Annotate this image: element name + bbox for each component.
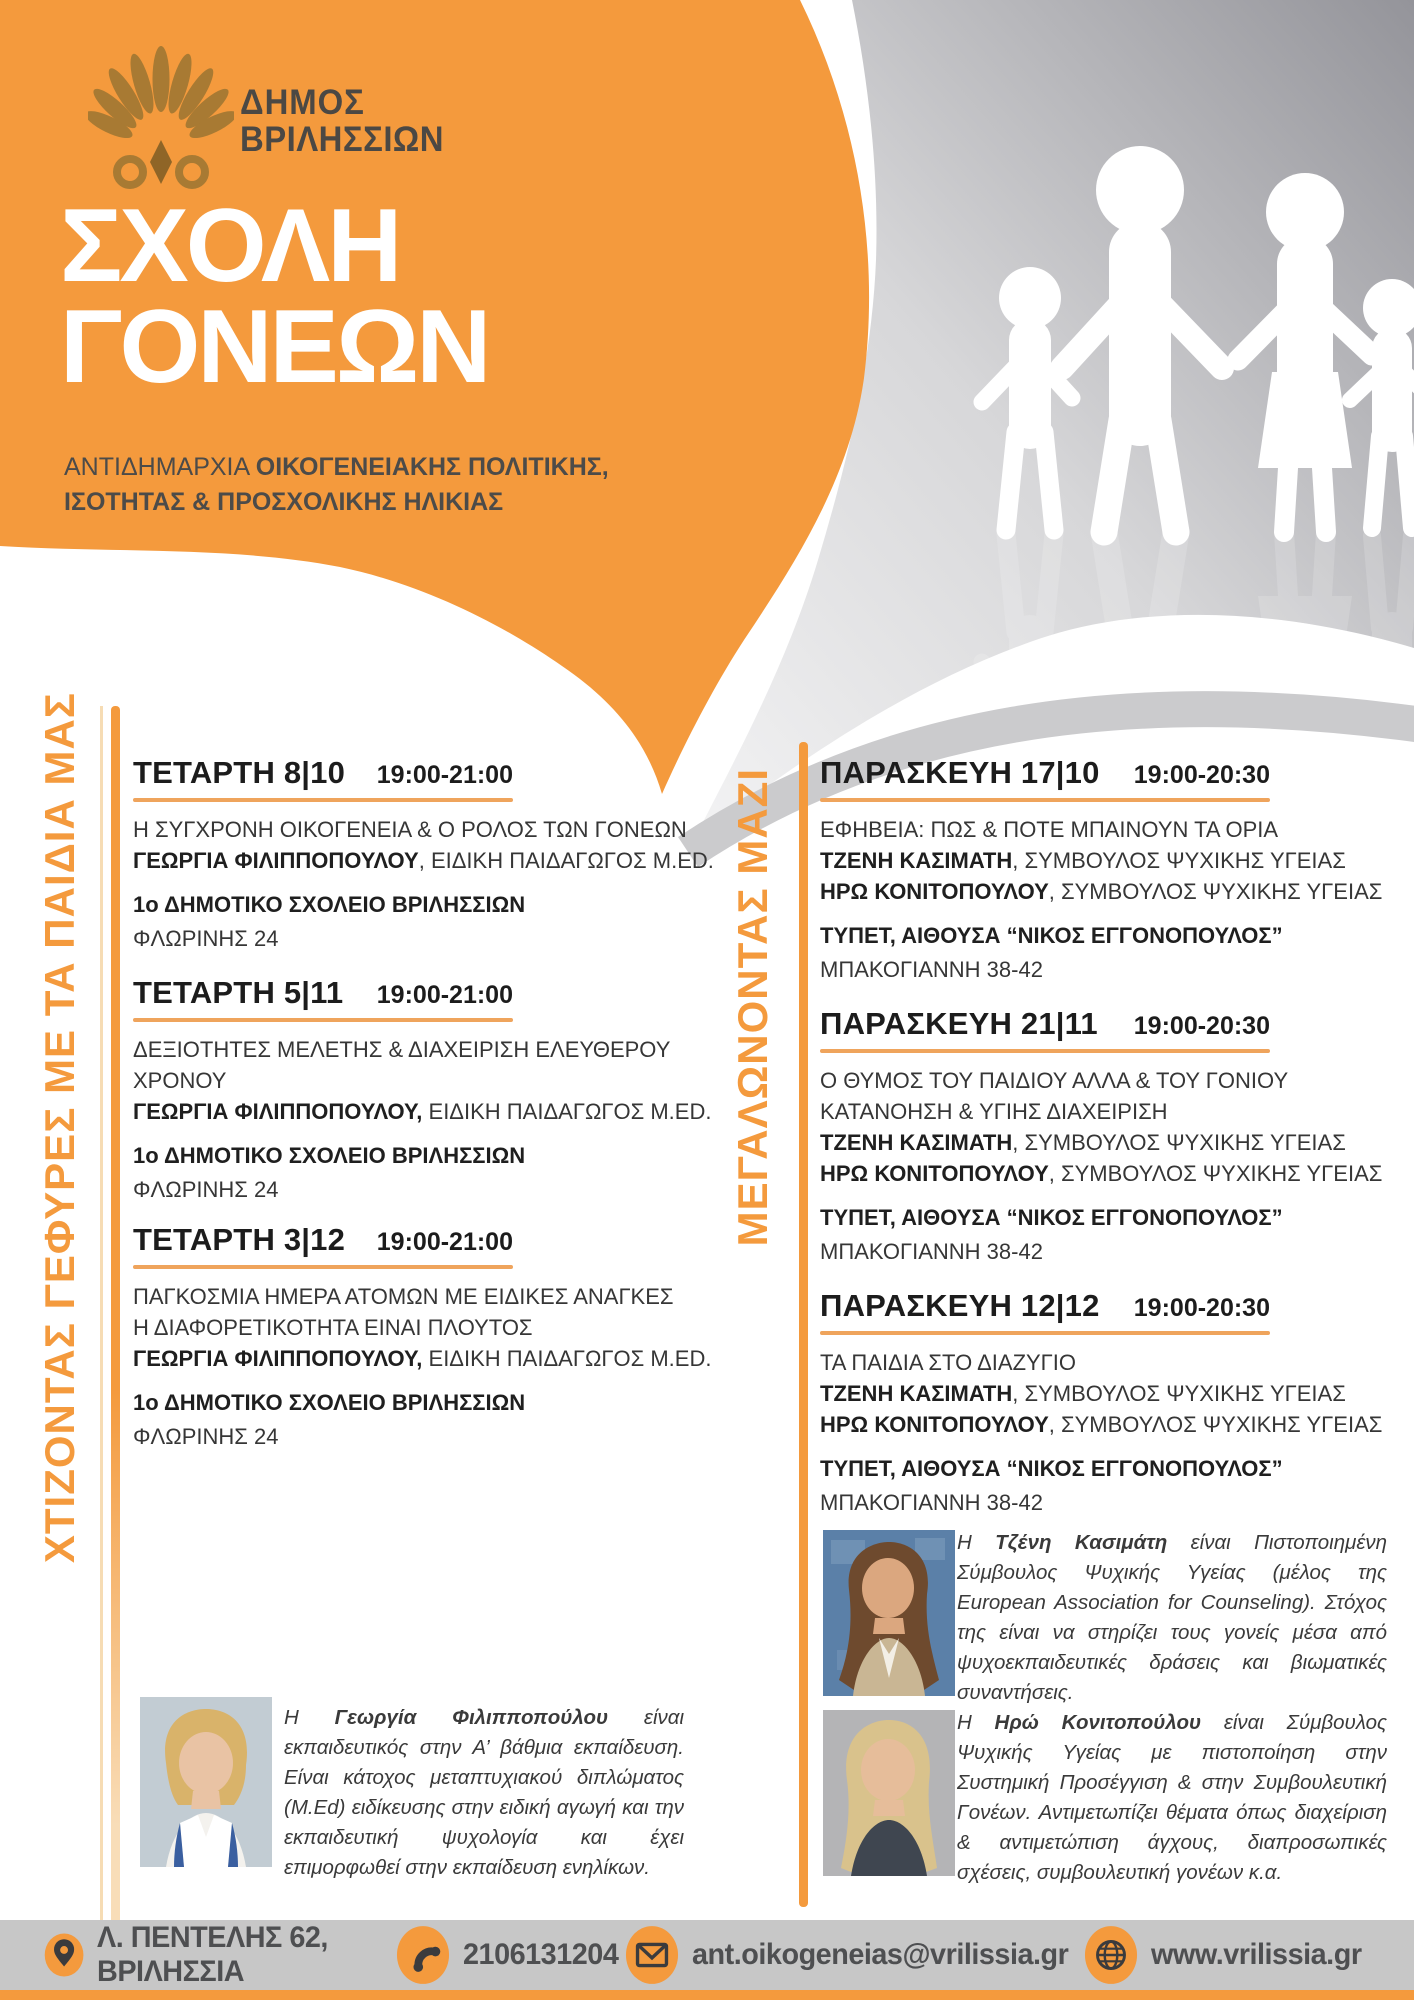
orange-underline (820, 1049, 1270, 1053)
left-column-rule (111, 706, 120, 1950)
contact-website: www.vrilissia.gr (1084, 1925, 1370, 1985)
municipality-name-line2: ΒΡΙΛΗΣΣΙΩΝ (240, 120, 445, 160)
location-pin-icon (44, 1925, 84, 1985)
event-time: 19:00-20:30 (1133, 1294, 1270, 1322)
event-address: ΦΛΩΡΙΝΗΣ 24 (133, 1177, 279, 1202)
event-day: ΤΕΤΑΡΤΗ 8|10 (133, 755, 346, 790)
event-speaker: ΗΡΩ ΚΟΝΙΤΟΠΟΥΛΟΥ, ΣΥΜΒΟΥΛΟΣ ΨΥΧΙΚΗΣ ΥΓΕΙΑΣ (820, 1412, 1383, 1437)
municipality-name (240, 84, 444, 158)
event-time: 19:00-20:30 (1133, 1012, 1270, 1040)
bio-filippopoulou: Η Γεωργία Φιλιπποπούλου είναι εκπαιδευτικός στην Α’ βάθμια εκπαίδευση. Είναι κάτοχος μεταπτυχιακού διπλώματος (M.Ed) ειδίκευσης στην ειδική αγωγή και την εκπαιδευτική ψυχολογία και έχει επιμορφωθεί στην εκπαίδευση ενηλίκων. (284, 1706, 684, 1879)
event-speaker: ΓΕΩΡΓΙΑ ΦΙΛΙΠΠΟΠΟΥΛΟΥ, ΕΙΔΙΚΗ ΠΑΙΔΑΓΩΓΟΣ M.ED. (133, 848, 714, 873)
orange-underline (133, 798, 513, 802)
event-fri-17-10 (820, 755, 1400, 985)
event-speaker: ΗΡΩ ΚΟΝΙΤΟΠΟΥΛΟΥ, ΣΥΜΒΟΥΛΟΣ ΨΥΧΙΚΗΣ ΥΓΕΙΑΣ (820, 879, 1383, 904)
track-label-right: ΜΕΓΑΛΩΝΟΝΤΑΣ ΜΑΖΙ (729, 768, 776, 1247)
left-thin-rule (100, 706, 103, 1950)
event-day: ΤΕΤΑΡΤΗ 5|11 (133, 975, 344, 1010)
event-topic-line2: ΚΑΤΑΝΟΗΣΗ & ΥΓΙΗΣ ΔΙΑΧΕΙΡΙΣΗ (820, 1099, 1168, 1124)
poster-title-line2: ΓΟΝΕΩΝ (60, 288, 489, 405)
municipality-name-line1: ΔΗΜΟΣ (240, 83, 365, 122)
contact-phone: 2106131204 (396, 1925, 625, 1985)
contact-address: Λ. ΠΕΝΤΕΛΗΣ 62, ΒΡΙΛΗΣΣΙΑ (44, 1921, 396, 1989)
event-address: ΦΛΩΡΙΝΗΣ 24 (133, 926, 279, 951)
subtitle-bold-line1: ΟΙΚΟΓΕΝΕΙΑΚΗΣ ΠΟΛΙΤΙΚΗΣ, (255, 453, 609, 481)
bio-name: Τζένη Κασιμάτη (995, 1531, 1168, 1554)
contact-bar (0, 1920, 1414, 1990)
event-venue: ΤΥΠΕΤ, ΑΙΘΟΥΣΑ “ΝΙΚΟΣ ΕΓΓΟΝΟΠΟΥΛΟΣ” (820, 1456, 1283, 1481)
event-address: ΜΠΑΚΟΓΙΑΝΝΗ 38-42 (820, 957, 1043, 982)
event-day: ΤΕΤΑΡΤΗ 3|12 (133, 1222, 346, 1257)
event-speaker: ΤΖΕΝΗ ΚΑΣΙΜΑΤΗ, ΣΥΜΒΟΥΛΟΣ ΨΥΧΙΚΗΣ ΥΓΕΙΑΣ (820, 1130, 1346, 1155)
subtitle-regular: ΑΝΤΙΔΗΜΑΡΧΙΑ (64, 453, 256, 481)
event-topic: ΤΑ ΠΑΙΔΙΑ ΣΤΟ ΔΙΑΖΥΓΙΟ (820, 1350, 1077, 1375)
event-address: ΦΛΩΡΙΝΗΣ 24 (133, 1424, 279, 1449)
event-time: 19:00-21:00 (376, 981, 513, 1009)
portrait-filippopoulou (140, 1697, 272, 1867)
event-day: ΠΑΡΑΣΚΕΥΗ 17|10 (820, 755, 1100, 790)
event-wed-3-12 (133, 1222, 733, 1452)
event-fri-21-11 (820, 1006, 1400, 1267)
poster-title-line1: ΣΧΟΛΗ (60, 188, 400, 304)
event-speaker: ΓΕΩΡΓΙΑ ΦΙΛΙΠΠΟΠΟΥΛΟΥ, ΕΙΔΙΚΗ ΠΑΙΔΑΓΩΓΟΣ M.ED. (133, 1099, 712, 1124)
event-day: ΠΑΡΑΣΚΕΥΗ 21|11 (820, 1006, 1098, 1041)
event-speaker: ΗΡΩ ΚΟΝΙΤΟΠΟΥΛΟΥ, ΣΥΜΒΟΥΛΟΣ ΨΥΧΙΚΗΣ ΥΓΕΙΑΣ (820, 1161, 1383, 1186)
event-topic: Ο ΘΥΜΟΣ ΤΟΥ ΠΑΙΔΙΟΥ ΑΛΛΑ & ΤΟΥ ΓΟΝΙΟΥ (820, 1068, 1289, 1093)
event-wed-8-10 (133, 755, 733, 954)
bio-kasimati: Η Τζένη Κασιμάτη είναι Πιστοποιημένη Σύμβουλος Ψυχικής Υγείας (μέλος της European Association for Counseling). Στόχος της είναι να στηρίζει τους γονείς μέσα από ψυχοεκπαιδευτικές δράσεις και βιωματικές συναντήσεις. (957, 1531, 1387, 1704)
globe-icon (1084, 1925, 1138, 1985)
portrait-kasimati (823, 1530, 955, 1696)
event-topic-line2: ΧΡΟΝΟΥ (133, 1068, 227, 1093)
bio-konitopoulou: Η Ηρώ Κονιτοπούλου είναι Σύμβουλος Ψυχικής Υγείας με πιστοποίηση στην Συστημική Προσέγγιση & στην Συμβουλευτική Γονέων. Αντιμετωπίζει θέματα όπως διαχείριση & αντιμετώπιση άγχους, διαπροσωπικές σχέσεις, συμβουλευτική γονέων κ.α. (957, 1711, 1387, 1884)
contact-email: ant.oikogeneias@vrilissia.gr (625, 1925, 1084, 1985)
event-topic: ΔΕΞΙΟΤΗΤΕΣ ΜΕΛΕΤΗΣ & ΔΙΑΧΕΙΡΙΣΗ ΕΛΕΥΘΕΡΟΥ (133, 1037, 671, 1062)
event-topic: ΠΑΓΚΟΣΜΙΑ ΗΜΕΡΑ ΑΤΟΜΩΝ ΜΕ ΕΙΔΙΚΕΣ ΑΝΑΓΚΕΣ (133, 1284, 674, 1309)
event-venue: ΤΥΠΕΤ, ΑΙΘΟΥΣΑ “ΝΙΚΟΣ ΕΓΓΟΝΟΠΟΥΛΟΣ” (820, 923, 1283, 948)
event-venue: ΤΥΠΕΤ, ΑΙΘΟΥΣΑ “ΝΙΚΟΣ ΕΓΓΟΝΟΠΟΥΛΟΣ” (820, 1205, 1283, 1230)
orange-underline (820, 798, 1270, 802)
event-speaker: ΤΖΕΝΗ ΚΑΣΙΜΑΤΗ, ΣΥΜΒΟΥΛΟΣ ΨΥΧΙΚΗΣ ΥΓΕΙΑΣ (820, 1381, 1346, 1406)
poster-title (60, 188, 489, 405)
event-time: 19:00-21:00 (376, 761, 513, 789)
orange-underline (133, 1265, 513, 1269)
event-time: 19:00-21:00 (376, 1228, 513, 1256)
envelope-icon (625, 1925, 679, 1985)
bio-name: Ηρώ Κονιτοπούλου (994, 1711, 1202, 1734)
event-time: 19:00-20:30 (1133, 761, 1270, 789)
phone-icon (396, 1925, 450, 1985)
event-wed-5-11 (133, 975, 733, 1205)
event-address: ΜΠΑΚΟΓΙΑΝΝΗ 38-42 (820, 1239, 1043, 1264)
orange-underline (820, 1331, 1270, 1335)
event-topic: Η ΣΥΓΧΡΟΝΗ ΟΙΚΟΓΕΝΕΙΑ & Ο ΡΟΛΟΣ ΤΩΝ ΓΟΝΕΩΝ (133, 817, 687, 842)
event-speaker: ΤΖΕΝΗ ΚΑΣΙΜΑΤΗ, ΣΥΜΒΟΥΛΟΣ ΨΥΧΙΚΗΣ ΥΓΕΙΑΣ (820, 848, 1346, 873)
event-fri-12-12 (820, 1288, 1400, 1518)
bio-name: Γεωργία Φιλιπποπούλου (334, 1706, 609, 1729)
palmette-icon (88, 46, 234, 198)
event-topic: ΕΦΗΒΕΙΑ: ΠΩΣ & ΠΟΤΕ ΜΠΑΙΝΟΥΝ ΤΑ ΟΡΙΑ (820, 817, 1279, 842)
orange-underline (133, 1018, 513, 1022)
right-column-rule (799, 742, 808, 1907)
event-venue: 1ο ΔΗΜΟΤΙΚΟ ΣΧΟΛΕΙΟ ΒΡΙΛΗΣΣΙΩΝ (133, 1143, 526, 1168)
event-day: ΠΑΡΑΣΚΕΥΗ 12|12 (820, 1288, 1100, 1323)
event-topic-line2: Η ΔΙΑΦΟΡΕΤΙΚΟΤΗΤΑ ΕΙΝΑΙ ΠΛΟΥΤΟΣ (133, 1315, 533, 1340)
portrait-konitopoulou (823, 1710, 955, 1876)
event-venue: 1ο ΔΗΜΟΤΙΚΟ ΣΧΟΛΕΙΟ ΒΡΙΛΗΣΣΙΩΝ (133, 892, 526, 917)
footer-orange-strip (0, 1990, 1414, 2000)
event-speaker: ΓΕΩΡΓΙΑ ΦΙΛΙΠΠΟΠΟΥΛΟΥ, ΕΙΔΙΚΗ ΠΑΙΔΑΓΩΓΟΣ M.ED. (133, 1346, 712, 1371)
track-label-left: ΧΤΙΖΟΝΤΑΣ ΓΕΦΥΡΕΣ ΜΕ ΤΑ ΠΑΙΔΙΑ ΜΑΣ (36, 692, 83, 1564)
event-venue: 1ο ΔΗΜΟΤΙΚΟ ΣΧΟΛΕΙΟ ΒΡΙΛΗΣΣΙΩΝ (133, 1390, 526, 1415)
subtitle-bold-line2: ΙΣΟΤΗΤΑΣ & ΠΡΟΣΧΟΛΙΚΗΣ ΗΛΙΚΙΑΣ (64, 487, 504, 516)
poster-subtitle (64, 450, 609, 519)
event-address: ΜΠΑΚΟΓΙΑΝΝΗ 38-42 (820, 1490, 1043, 1515)
